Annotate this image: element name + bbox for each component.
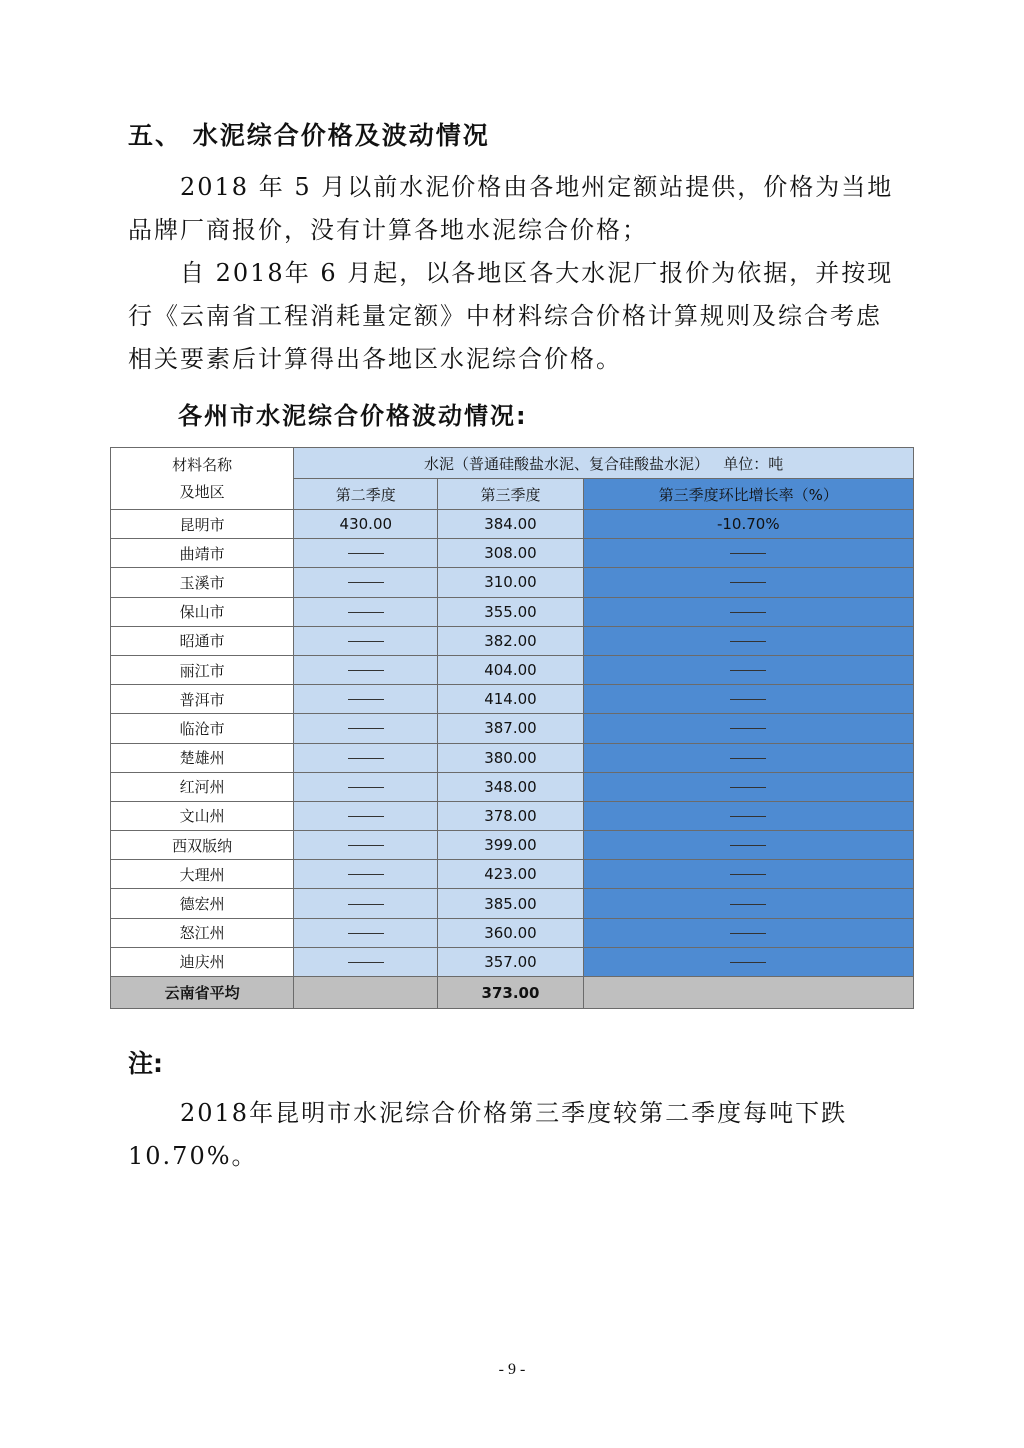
page-number: - 9 - (498, 1361, 526, 1378)
growth-rate-cell (583, 714, 913, 743)
table-row (111, 918, 914, 947)
name-header-line1: 材料名称 (172, 455, 233, 474)
dash-line (730, 816, 766, 817)
dash-value (766, 865, 767, 866)
region-name-cell: 西双版纳 (111, 831, 294, 860)
rate-column-header: 第三季度环比增长率（%） (583, 479, 913, 510)
dash-value (384, 719, 385, 720)
region-name-cell: 曲靖市 (111, 539, 294, 568)
name-header-line2: 及地区 (179, 482, 225, 501)
table-row (111, 889, 914, 918)
growth-rate-cell (583, 626, 913, 655)
dash-value (384, 749, 385, 750)
q3-price-cell: 308.00 (438, 539, 583, 568)
dash-line (348, 553, 384, 554)
q3-price-cell: 357.00 (438, 947, 583, 976)
note-title: 注: (128, 1049, 163, 1078)
table-row (111, 685, 914, 714)
growth-rate-cell (583, 772, 913, 801)
dash-value (384, 836, 385, 837)
q2-price-cell (294, 831, 438, 860)
growth-rate-cell (583, 947, 913, 976)
dash-value (766, 573, 767, 574)
q2-price-cell (294, 714, 438, 743)
dash-value (384, 603, 385, 604)
q2-price-cell: 430.00 (294, 510, 438, 539)
dash-line (730, 582, 766, 583)
dash-line (348, 845, 384, 846)
table-row (111, 597, 914, 626)
q3-price-cell: 378.00 (438, 801, 583, 830)
dash-line (730, 933, 766, 934)
paragraph-history: 2018 年 5 月以前水泥价格由各地州定额站提供，价格为当地品牌厂商报价，没有计算各地水泥综合价格； (128, 173, 894, 244)
dash-value (384, 895, 385, 896)
q3-price-cell: 384.00 (438, 510, 583, 539)
dash-value (766, 749, 767, 750)
dash-value (766, 953, 767, 954)
growth-rate-cell (583, 743, 913, 772)
growth-rate-cell (583, 801, 913, 830)
q3-price-cell: 387.00 (438, 714, 583, 743)
dash-line (730, 612, 766, 613)
q2-price-cell (294, 889, 438, 918)
table-row (111, 655, 914, 684)
dash-line (348, 758, 384, 759)
dash-line (348, 582, 384, 583)
table-row (111, 714, 914, 743)
growth-rate-cell (583, 860, 913, 889)
dash-line (348, 787, 384, 788)
region-name-cell: 红河州 (111, 772, 294, 801)
table-row (111, 743, 914, 772)
dash-line (730, 787, 766, 788)
dash-line (348, 904, 384, 905)
region-name-cell: 德宏州 (111, 889, 294, 918)
dash-value (384, 544, 385, 545)
q3-column-header: 第三季度 (438, 479, 583, 510)
q2-price-cell (294, 685, 438, 714)
dash-value (766, 632, 767, 633)
dash-value (384, 573, 385, 574)
q2-price-cell (294, 801, 438, 830)
dash-line (348, 728, 384, 729)
dash-line (348, 962, 384, 963)
dash-line (348, 670, 384, 671)
dash-line (348, 612, 384, 613)
growth-rate-cell (583, 597, 913, 626)
q2-price-cell (294, 568, 438, 597)
q2-price-cell (294, 655, 438, 684)
name-column-header (111, 448, 294, 510)
table-row (111, 539, 914, 568)
q2-price-cell (294, 539, 438, 568)
table-row (111, 831, 914, 860)
average-rate-cell (583, 977, 913, 1009)
growth-rate-cell (583, 889, 913, 918)
note-text: 2018年昆明市水泥综合价格第三季度较第二季度每吨下跌10.70%。 (128, 1099, 848, 1170)
dash-line (730, 670, 766, 671)
q3-price-cell: 382.00 (438, 626, 583, 655)
growth-rate-cell: -10.70% (583, 510, 913, 539)
dash-value (766, 807, 767, 808)
region-name-cell: 楚雄州 (111, 743, 294, 772)
dash-line (348, 874, 384, 875)
dash-line (348, 699, 384, 700)
table-row (111, 947, 914, 976)
region-name-cell: 丽江市 (111, 655, 294, 684)
dash-line (348, 933, 384, 934)
q2-price-cell (294, 860, 438, 889)
dash-value (766, 778, 767, 779)
dash-value (766, 836, 767, 837)
growth-rate-cell (583, 831, 913, 860)
dash-line (730, 904, 766, 905)
dash-value (766, 603, 767, 604)
dash-line (730, 699, 766, 700)
q3-price-cell: 380.00 (438, 743, 583, 772)
table-body (111, 510, 914, 1009)
q3-price-cell: 414.00 (438, 685, 583, 714)
q2-price-cell (294, 626, 438, 655)
region-name-cell: 大理州 (111, 860, 294, 889)
q3-price-cell: 355.00 (438, 597, 583, 626)
dash-value (384, 632, 385, 633)
paragraph-method: 自 2018年 6 月起，以各地区各大水泥厂报价为依据，并按现行《云南省工程消耗量定额》中材料综合价格计算规则及综合考虑相关要素后计算得出各地区水泥综合价格。 (128, 259, 894, 373)
q3-price-cell: 399.00 (438, 831, 583, 860)
table-row (111, 510, 914, 539)
region-name-cell: 保山市 (111, 597, 294, 626)
dash-line (348, 816, 384, 817)
dash-value (766, 895, 767, 896)
dash-line (348, 641, 384, 642)
section-heading: 五、 水泥综合价格及波动情况 (128, 121, 490, 150)
q2-column-header: 第二季度 (294, 479, 438, 510)
growth-rate-cell (583, 539, 913, 568)
table-row (111, 860, 914, 889)
dash-value (384, 778, 385, 779)
q3-price-cell: 348.00 (438, 772, 583, 801)
dash-value (766, 661, 767, 662)
average-row (111, 977, 914, 1009)
dash-line (730, 728, 766, 729)
dash-value (384, 924, 385, 925)
dash-value (766, 690, 767, 691)
dash-value (384, 661, 385, 662)
region-name-cell: 怒江州 (111, 918, 294, 947)
dash-value (766, 924, 767, 925)
q3-price-cell: 385.00 (438, 889, 583, 918)
q3-price-cell: 404.00 (438, 655, 583, 684)
q3-price-cell: 423.00 (438, 860, 583, 889)
q2-price-cell (294, 743, 438, 772)
region-name-cell: 文山州 (111, 801, 294, 830)
table-row (111, 772, 914, 801)
region-name-cell: 迪庆州 (111, 947, 294, 976)
table-row (111, 626, 914, 655)
dash-value (384, 865, 385, 866)
table-title: 各州市水泥综合价格波动情况: (178, 402, 528, 430)
dash-value (384, 807, 385, 808)
region-name-cell: 玉溪市 (111, 568, 294, 597)
dash-line (730, 641, 766, 642)
region-name-cell: 昆明市 (111, 510, 294, 539)
dash-line (730, 553, 766, 554)
q2-price-cell (294, 772, 438, 801)
table-row (111, 568, 914, 597)
dash-line (730, 758, 766, 759)
dash-value (766, 544, 767, 545)
region-name-cell: 临沧市 (111, 714, 294, 743)
growth-rate-cell (583, 685, 913, 714)
region-name-cell: 昭通市 (111, 626, 294, 655)
q2-price-cell (294, 947, 438, 976)
growth-rate-cell (583, 918, 913, 947)
q3-price-cell: 310.00 (438, 568, 583, 597)
average-q3-cell: 373.00 (438, 977, 583, 1009)
cement-group-header: 水泥（普通硅酸盐水泥、复合硅酸盐水泥） 单位：吨 (294, 448, 914, 479)
dash-value (766, 719, 767, 720)
growth-rate-cell (583, 568, 913, 597)
q3-price-cell: 360.00 (438, 918, 583, 947)
table-row (111, 801, 914, 830)
dash-value (384, 690, 385, 691)
dash-line (730, 874, 766, 875)
average-name-cell: 云南省平均 (111, 977, 294, 1009)
average-q2-cell (294, 977, 438, 1009)
growth-rate-cell (583, 655, 913, 684)
region-name-cell: 普洱市 (111, 685, 294, 714)
q2-price-cell (294, 918, 438, 947)
dash-line (730, 845, 766, 846)
q2-price-cell (294, 597, 438, 626)
dash-value (384, 953, 385, 954)
dash-line (730, 962, 766, 963)
cement-price-table (110, 447, 914, 1009)
